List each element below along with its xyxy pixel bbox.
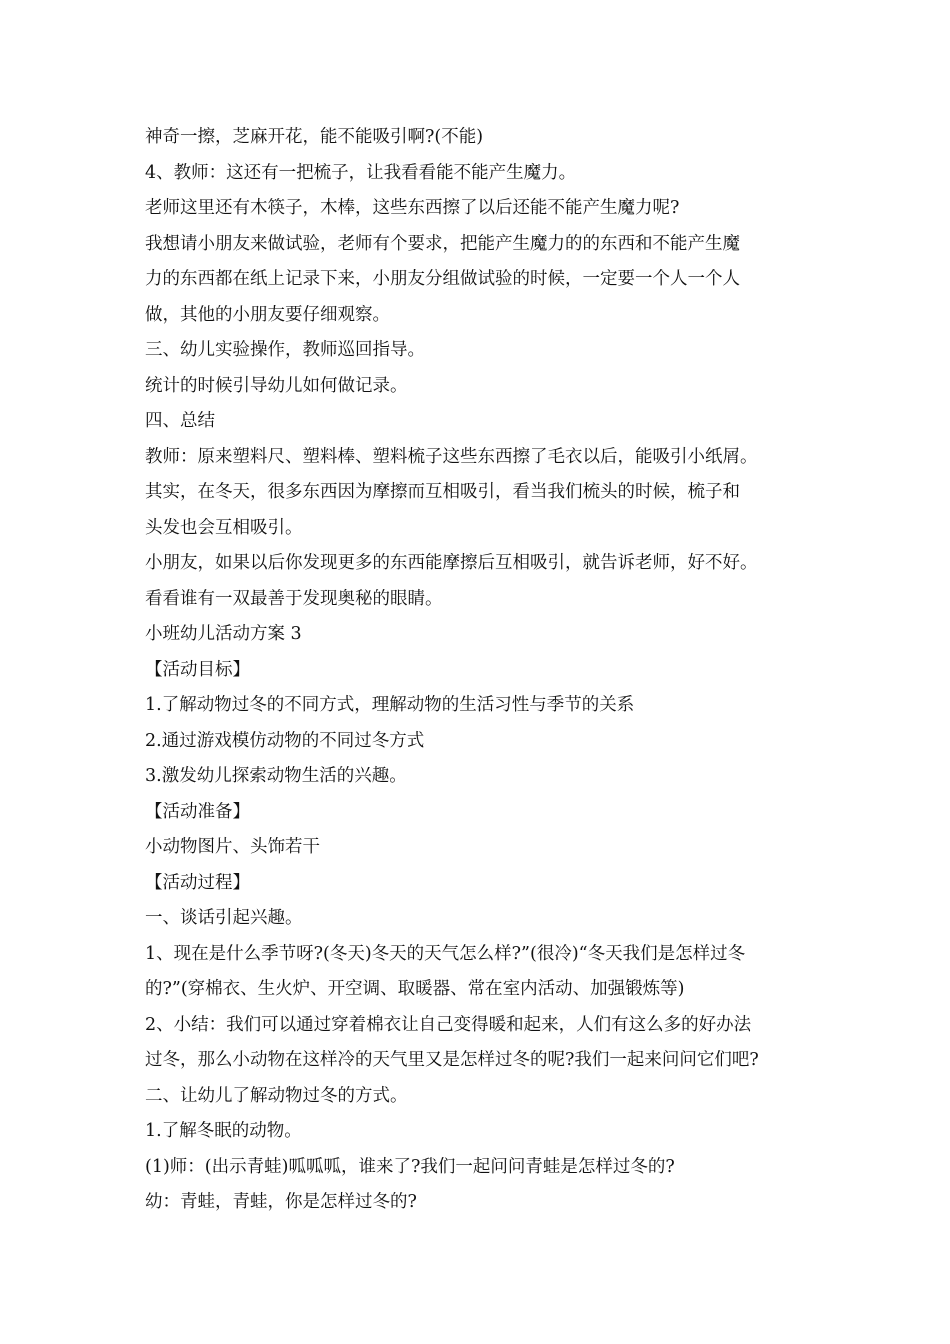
section-heading: 二、让幼儿了解动物过冬的方式。	[145, 1085, 408, 1106]
text-line: 1、现在是什么季节呀?(冬天)冬天的天气怎么样?”(很冷)“冬天我们是怎样过冬	[145, 943, 746, 964]
text-line: 统计的时候引导幼儿如何做记录。	[145, 375, 408, 396]
section-heading: 三、幼儿实验操作，教师巡回指导。	[145, 340, 425, 360]
text-line: 我想请小朋友来做试验，老师有个要求，把能产生魔力的的东西和不能产生魔	[145, 233, 740, 254]
text-line: 其实，在冬天，很多东西因为摩擦而互相吸引，看当我们梳头的时候，梳子和	[145, 482, 740, 502]
text-line: 幼：青蛙，青蛙，你是怎样过冬的?	[145, 1192, 417, 1212]
text-line: 的?”(穿棉衣、生火炉、开空调、取暖器、常在室内活动、加强锻炼等)	[145, 979, 685, 999]
text-line: 4、教师：这还有一把梳子，让我看看能不能产生魔力。	[145, 162, 577, 183]
text-line: 做，其他的小朋友要仔细观察。	[145, 304, 390, 325]
document-body	[145, 120, 815, 1221]
text-line: 老师这里还有木筷子，木棒，这些东西擦了以后还能不能产生魔力呢?	[145, 198, 680, 218]
list-item: 3.激发幼儿探索动物生活的兴趣。	[145, 766, 407, 786]
section-heading: 【活动目标】	[145, 659, 250, 680]
list-item: 1.了解动物过冬的不同方式，理解动物的生活习性与季节的关系	[145, 695, 635, 715]
text-line: 2、小结：我们可以通过穿着棉衣让自己变得暖和起来，人们有这么多的好办法	[145, 1014, 752, 1035]
text-line: 头发也会互相吸引。	[145, 517, 303, 538]
list-item: 1.了解冬眠的动物。	[145, 1121, 302, 1141]
section-heading: 【活动过程】	[145, 872, 250, 893]
text-line: 小朋友，如果以后你发现更多的东西能摩擦后互相吸引，就告诉老师，好不好。	[145, 553, 758, 573]
section-heading: 一、谈话引起兴趣。	[145, 908, 303, 928]
section-heading: 【活动准备】	[145, 801, 250, 822]
text-line: (1)师：(出示青蛙)呱呱呱，谁来了?我们一起问问青蛙是怎样过冬的?	[145, 1156, 675, 1177]
text-line: 力的东西都在纸上记录下来，小朋友分组做试验的时候，一定要一个人一个人	[145, 269, 740, 289]
section-heading: 四、总结	[145, 411, 215, 431]
plan-title: 小班幼儿活动方案 3	[145, 624, 302, 644]
text-line: 小动物图片、头饰若干	[145, 837, 320, 857]
text-line: 看看谁有一双最善于发现奥秘的眼睛。	[145, 588, 443, 609]
text-line: 过冬，那么小动物在这样冷的天气里又是怎样过冬的呢?我们一起来问问它们吧?	[145, 1050, 759, 1070]
text-line: 教师：原来塑料尺、塑料棒、塑料梳子这些东西擦了毛衣以后，能吸引小纸屑。	[145, 446, 758, 467]
text-line: 神奇一擦，芝麻开花，能不能吸引啊?(不能)	[145, 127, 484, 147]
list-item: 2.通过游戏模仿动物的不同过冬方式	[145, 730, 425, 751]
